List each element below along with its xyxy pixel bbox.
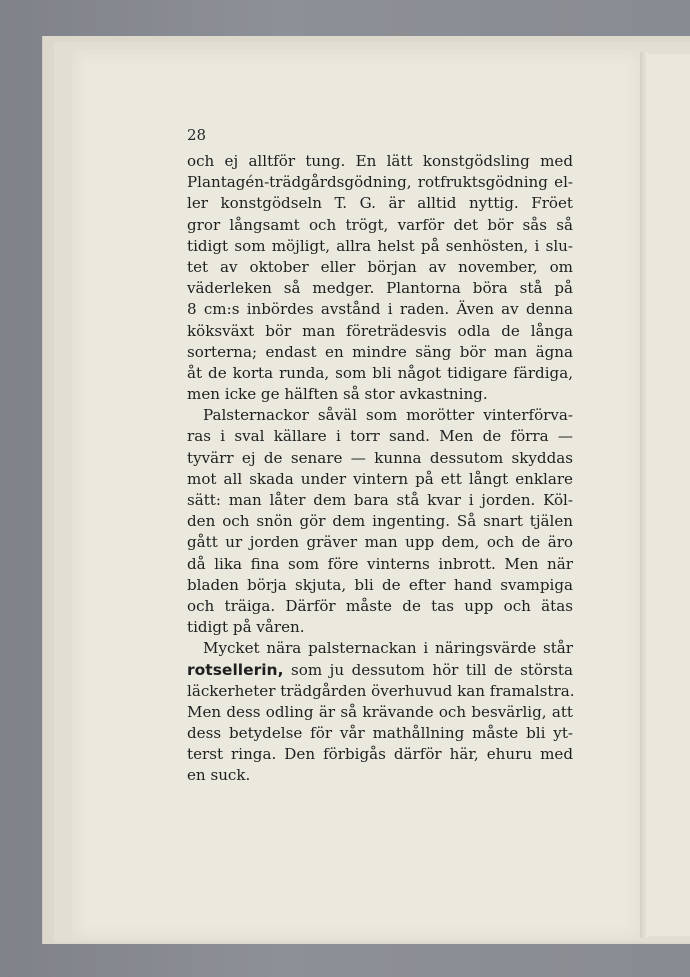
text-line: Men dess odling är så krävande och besvärlig, att [187,702,573,721]
text-line: tidigt som möjligt, allra helst på senhösten, i slu- [187,236,573,255]
text-line-rest: som ju dessutom hör till de största [283,660,573,679]
text-line: sorterna; endast en mindre säng bör man ägna [187,342,573,361]
text-line: sätt: man låter dem bara stå kvar i jorden. Köl- [187,491,573,509]
text-line: bladen börja skjuta, bli de efter hand svampiga [187,575,573,594]
text-line: den och snön gör dem ingenting. Så snart tjälen [187,512,573,531]
text-line: terst ringa. Den förbigås därför här, ehuru med [187,745,573,764]
text-line: väderleken så medger. Plantorna böra stå på [187,279,573,298]
text-line: mot all skada under vintern på ett långt enklare [187,469,573,488]
text-line: och träiga. Därför måste de tas upp och ätas [187,596,573,615]
bold-term: rotsellerin, [187,660,284,679]
body-text [187,151,573,787]
text-line: gror långsamt och trögt, varför det bör sås så [187,215,573,234]
text-line: läckerheter trädgården överhuvud kan framalstra. [187,681,575,700]
text-line: 8 cm:s inbördes avstånd i raden. Även av denna [187,300,573,319]
text-line: dess betydelse för vår mathållning måste bli yt- [187,724,573,743]
facing-page-edge [648,54,690,936]
text-line: åt de korta runda, som bli något tidigare färdiga, [187,363,573,382]
text-line: då lika fina som före vinterns inbrott. Men när [187,554,573,573]
text-line: tidigt på våren. [187,618,305,637]
text-line: men icke ge hälften så stor avkastning. [187,385,488,404]
text-line: köksväxt bör man företrädesvis odla de långa [187,321,573,340]
text-line: och ej alltför tung. En lätt konstgödsling med [187,152,573,170]
text-line: gått ur jorden gräver man upp dem, och de äro [187,533,573,552]
text-line [187,660,573,681]
text-line: ras i sval källare i torr sand. Men de förra — [187,427,573,446]
text-line: Mycket nära palsternackan i näringsvärde står [203,639,573,658]
text-line: en suck. [187,766,251,785]
text-line: tet av oktober eller början av november, om [187,257,573,276]
page-number: 28 [187,126,207,144]
text-line: tyvärr ej de senare — kunna dessutom skyddas [187,448,573,467]
text-line: ler konstgödseln T. G. är alltid nyttig. Fröet [187,194,573,213]
page-gutter [640,52,648,938]
text-line: Palsternackor såväl som morötter vinterförva- [203,406,573,425]
text-line: Plantagén-trädgårdsgödning, rotfruktsgödning el- [187,173,573,192]
